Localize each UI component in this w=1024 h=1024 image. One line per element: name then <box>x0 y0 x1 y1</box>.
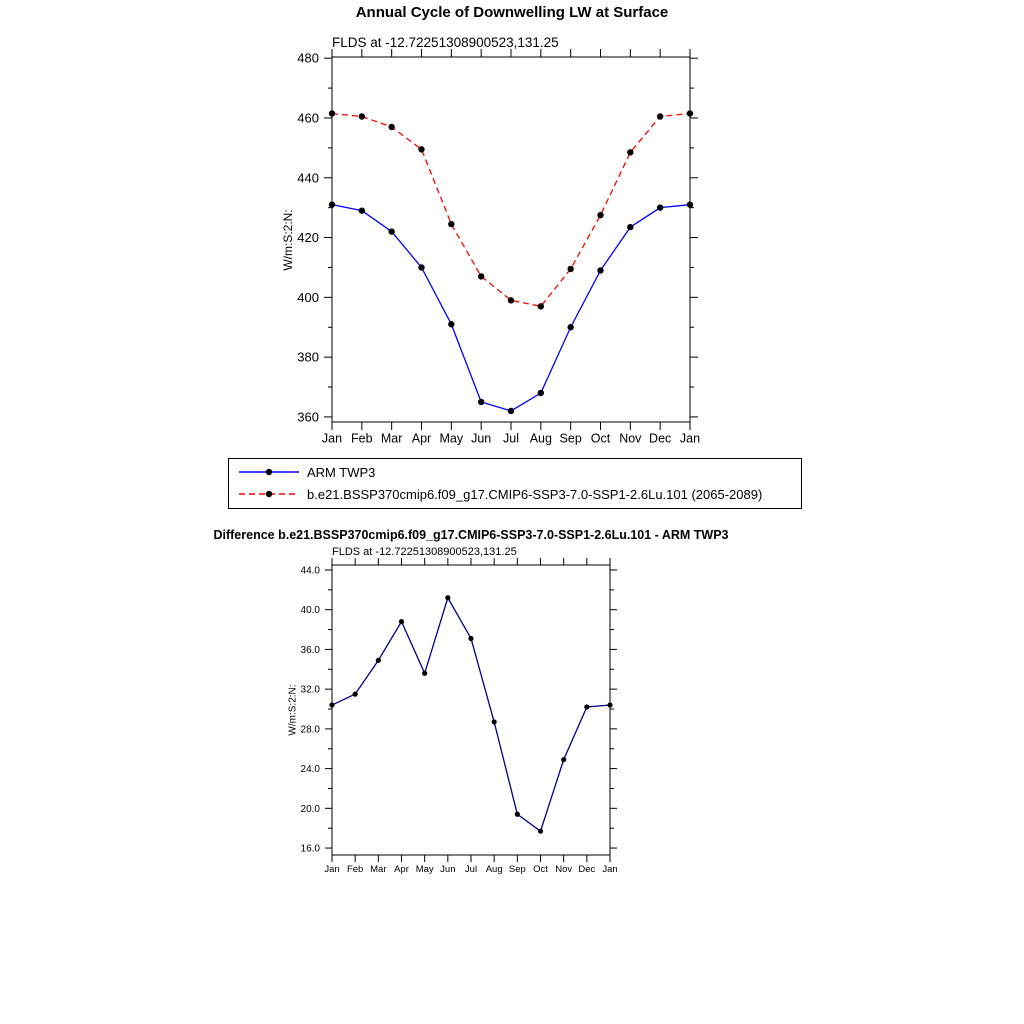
chart1-svg-marker <box>597 212 603 218</box>
chart1-svg-marker <box>687 110 693 116</box>
bottom-chart-y-axis-label: W/m:S:2:N: <box>287 684 299 736</box>
chart1-svg-marker <box>657 204 663 210</box>
chart1-svg-marker <box>448 321 454 327</box>
chart2-svg-y-tick-label: 24.0 <box>300 764 320 776</box>
chart1-svg-marker <box>418 264 424 270</box>
top-chart-y-axis-label: W/m:S:2:N: <box>281 209 295 271</box>
chart2-svg-x-tick-label: Sep <box>508 864 526 876</box>
legend-item-model-run <box>237 484 793 504</box>
chart1-svg-y-tick-label: 400 <box>297 289 319 305</box>
chart2-svg-x-tick-label: May <box>415 864 434 876</box>
chart1-svg-x-tick-label: Aug <box>529 431 552 446</box>
chart1-svg-marker <box>508 408 514 414</box>
chart2-svg-x-tick-label: Jan <box>602 864 618 876</box>
chart1-svg-x-tick-label: Dec <box>649 431 672 446</box>
chart1-svg-marker <box>448 221 454 227</box>
chart2-svg-x-tick-label: Oct <box>533 864 548 876</box>
chart1-svg-marker <box>359 207 365 213</box>
chart1-svg-series-0 <box>329 201 693 414</box>
chart1-svg-x-tick-label: Jan <box>679 431 701 446</box>
chart1-svg-marker <box>359 113 365 119</box>
chart2-svg-x-tick-label: Jun <box>440 864 456 876</box>
chart1-svg-x-tick-label: Oct <box>590 431 611 446</box>
chart1-svg-x-tick-label: Feb <box>351 431 373 446</box>
chart2-svg-marker <box>538 829 543 834</box>
chart2-svg-marker <box>422 671 427 676</box>
chart1-svg-tick-labels <box>297 51 700 446</box>
legend-item-arm-twp3 <box>237 462 793 482</box>
chart1-svg-x-tick-label: Mar <box>380 431 403 446</box>
chart2-svg-marker <box>376 658 381 663</box>
chart1-svg-x-tick-label: May <box>439 431 464 446</box>
chart2-svg-marker <box>561 757 566 762</box>
chart2-svg-y-tick-label: 44.0 <box>300 565 320 577</box>
chart1-svg-marker <box>627 224 633 230</box>
chart1-svg-marker <box>418 146 424 152</box>
chart2-svg-tick-labels <box>301 565 618 875</box>
chart1-svg-marker <box>329 201 335 207</box>
chart2-svg-x-tick-label: Nov <box>555 864 573 876</box>
chart1-svg-marker <box>388 228 394 234</box>
legend-line-sample-dashed <box>237 488 301 500</box>
chart1-svg-marker <box>478 273 484 279</box>
chart1-svg-y-tick-label: 440 <box>297 170 319 186</box>
chart1-svg-x-tick-label: Apr <box>411 431 432 446</box>
chart2-svg-marker <box>468 636 473 641</box>
chart1-svg-marker <box>597 267 603 273</box>
chart2-svg-marker <box>353 692 358 697</box>
chart2-svg-axes <box>325 558 617 862</box>
chart1-svg-x-tick-label: Jul <box>503 431 519 446</box>
legend-label-arm-twp3: ARM TWP3 <box>307 464 376 480</box>
chart2-svg-y-tick-label: 32.0 <box>300 684 320 696</box>
chart2-svg-y-tick-label: 28.0 <box>300 724 320 736</box>
bottom-chart-subtitle: FLDS at -12.72251308900523,131.25 <box>332 546 517 558</box>
chart2-svg-x-tick-label: Apr <box>394 864 409 876</box>
top-chart-plot-area <box>0 0 1024 455</box>
chart2-svg-marker <box>445 595 450 600</box>
chart1-svg-marker <box>687 201 693 207</box>
chart2-svg-series-0 <box>329 595 612 834</box>
bottom-chart-title: Difference b.e21.BSSP370cmip6.f09_g17.CMIP6-SSP3-7.0-SSP1-2.6Lu.101 - ARM TWP3 <box>213 528 729 542</box>
chart2-svg-marker <box>607 702 612 707</box>
chart2-svg-x-tick-label: Dec <box>578 864 596 876</box>
chart1-svg-x-tick-label: Sep <box>559 431 582 446</box>
bottom-chart-plot-area <box>0 520 1024 900</box>
legend-box <box>228 458 802 509</box>
chart1-svg-marker <box>657 113 663 119</box>
chart1-svg-marker <box>538 303 544 309</box>
top-chart-title: Annual Cycle of Downwelling LW at Surface <box>355 4 669 21</box>
chart1-svg-y-tick-label: 380 <box>297 349 319 365</box>
chart1-svg-marker <box>538 390 544 396</box>
chart2-svg-y-tick-label: 16.0 <box>300 843 320 855</box>
chart2-svg-marker <box>492 719 497 724</box>
chart1-svg-marker <box>508 297 514 303</box>
chart1-svg-marker <box>567 324 573 330</box>
chart2-svg-x-tick-label: Aug <box>485 864 503 876</box>
chart1-svg-marker <box>567 266 573 272</box>
chart2-svg-marker <box>329 702 334 707</box>
chart1-svg-x-tick-label: Jan <box>321 431 343 446</box>
chart2-svg-x-tick-label: Jul <box>464 864 478 876</box>
chart2-svg-marker <box>515 812 520 817</box>
chart2-svg-y-tick-label: 36.0 <box>300 644 320 656</box>
chart1-svg-axes <box>324 49 698 430</box>
chart2-svg-x-tick-label: Feb <box>346 864 364 876</box>
chart1-svg-x-tick-label: Jun <box>471 431 492 446</box>
chart2-svg-x-tick-label: Jan <box>324 864 340 876</box>
top-chart-subtitle: FLDS at -12.72251308900523,131.25 <box>332 35 559 50</box>
chart1-svg-marker <box>627 149 633 155</box>
chart2-svg-marker <box>399 619 404 624</box>
chart1-svg-x-tick-label: Nov <box>619 431 642 446</box>
legend-line-sample-solid <box>237 466 301 478</box>
chart1-svg-y-tick-label: 480 <box>297 50 319 66</box>
chart1-svg-marker <box>329 110 335 116</box>
chart2-svg-marker <box>584 704 589 709</box>
chart1-svg-y-tick-label: 360 <box>297 409 319 425</box>
legend-label-model-run: b.e21.BSSP370cmip6.f09_g17.CMIP6-SSP3-7.0-SSP1-2.6Lu.101 (2065-2089) <box>307 486 763 502</box>
chart1-svg-y-tick-label: 460 <box>297 110 319 126</box>
chart2-svg-y-tick-label: 40.0 <box>300 605 320 617</box>
chart2-svg-y-tick-label: 20.0 <box>300 803 320 815</box>
chart1-svg-marker <box>478 399 484 405</box>
chart2-svg-x-tick-label: Mar <box>370 864 387 876</box>
chart1-svg-series-1 <box>329 110 693 309</box>
chart1-svg-y-tick-label: 420 <box>297 230 319 246</box>
chart1-svg-marker <box>388 124 394 130</box>
